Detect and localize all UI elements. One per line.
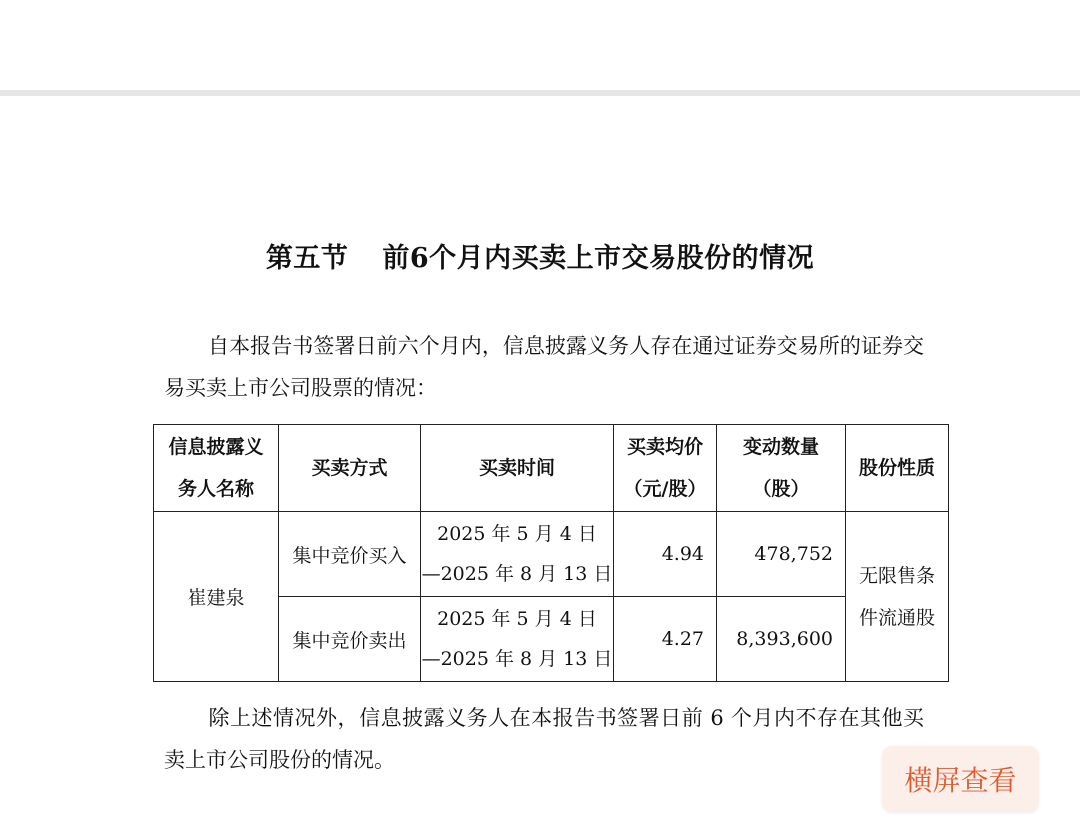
quantity-cell: 478,752	[717, 512, 846, 597]
table-row	[154, 512, 949, 597]
top-bar	[0, 0, 1080, 90]
discloser-name-cell: 崔建泉	[154, 512, 279, 682]
date-cell: 2025 年 5 月 4 日 —2025 年 8 月 13 日	[421, 512, 614, 597]
conclusion-text: 除上述情况外，信息披露义务人在本报告书签署日前 6 个月内不存在其他买卖上市公司股份的情况。	[164, 706, 924, 772]
section-heading: 前6个月内买卖上市交易股份的情况	[382, 243, 815, 274]
intro-text: 自本报告书签署日前六个月内，信息披露义务人存在通过证券交易所的证券交易买卖上市公司股票的情况：	[164, 334, 924, 400]
table-header-row	[154, 425, 949, 512]
header-avg-price: 买卖均价 （元/股）	[614, 425, 717, 512]
section-title	[0, 236, 1080, 275]
intro-paragraph	[164, 325, 924, 409]
landscape-view-button[interactable]: 横屏查看	[882, 746, 1039, 812]
price-cell: 4.27	[614, 597, 717, 682]
price-cell: 4.94	[614, 512, 717, 597]
header-method: 买卖方式	[279, 425, 421, 512]
header-time: 买卖时间	[421, 425, 614, 512]
conclusion-paragraph	[164, 697, 924, 781]
trade-table	[153, 424, 949, 682]
share-nature-cell: 无限售条 件流通股	[846, 512, 949, 682]
quantity-cell: 8,393,600	[717, 597, 846, 682]
date-cell: 2025 年 5 月 4 日 —2025 年 8 月 13 日	[421, 597, 614, 682]
header-quantity: 变动数量 （股）	[717, 425, 846, 512]
top-divider	[0, 90, 1080, 96]
section-number: 第五节	[265, 243, 349, 274]
method-cell: 集中竞价卖出	[279, 597, 421, 682]
method-cell: 集中竞价买入	[279, 512, 421, 597]
header-share-nature: 股份性质	[846, 425, 949, 512]
header-discloser-name: 信息披露义 务人名称	[154, 425, 279, 512]
